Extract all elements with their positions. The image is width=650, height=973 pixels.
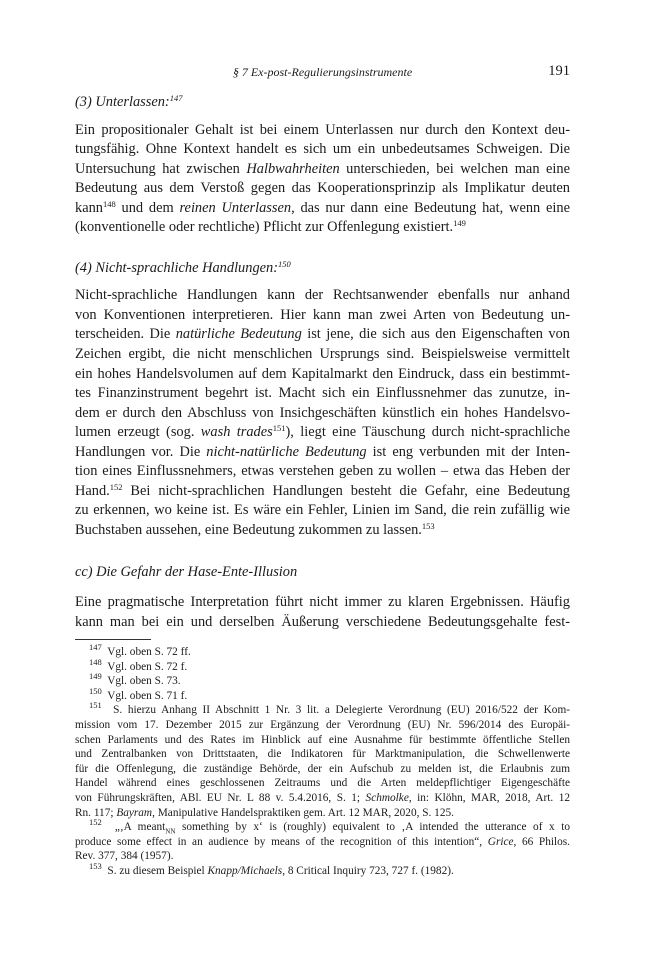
footnote-152: $^{152}$ „‚A meant$_{NN}$ something by x‘ is (roughly) equivalent to ‚A intended the utterance of x to produce some effect in an audience by means of the recognition of this intention“, Grice, 66 Philos. Rev. 377, 384 (1957). [75, 817, 570, 863]
heading-hase-ente-illusion: cc) Die Gefahr der Hase-Ente-Illusion [75, 564, 298, 581]
text-line: von Konventionen interpretieren. Hier kann man zwei Arten von Bedeutung un- [75, 306, 570, 323]
footnote-ref: 153 [421, 520, 435, 531]
heading-nicht-sprachliche-handlungen: (4) Nicht-sprachliche Handlungen:$^{150}$ [75, 258, 291, 276]
footnote-153: $^{153}$ S. zu diesem Beispiel Knapp/Michaels, 8 Critical Inquiry 723, 727 f. (1982). [89, 860, 454, 877]
paragraph-nicht-sprachliche-handlungen [75, 286, 570, 540]
text-line: kann$^{148}$ und dem reinen Unterlassen, das nur dann eine Bedeutung hat, wenn eine [75, 198, 570, 216]
text-line: Untersuchung hat zwischen Halbwahrheiten unterschieden, bei welchen man eine [75, 160, 570, 177]
text-line: (konventionelle oder rechtliche) Pflicht zur Offenlegung existiert.$^{149}$ [75, 218, 466, 236]
main-text [75, 93, 570, 632]
text-line: kann man bei ein und derselben Äußerung verschiedene Bedeutungsgehalte fest- [75, 613, 570, 630]
footnotes [75, 642, 570, 879]
footnote-ref: 147 [169, 93, 183, 103]
text-line: Zeichen ergibt, die nicht menschlichen Ursprungs sind. Beispielsweise vermittelt [75, 346, 570, 363]
text-line: ein hohes Handelsvolumen auf dem Kapitalmarkt den Eindruck, dass ein bestimmt- [75, 365, 570, 382]
text-line: zu erkennen, wo keine ist. Es wäre ein Fehler, Linien im Sand, die rein zufällig wie [75, 502, 570, 519]
text-line: tion eines Einflussnehmers, etwas verstehen geben zu wollen – etwa das Heben der [75, 463, 570, 480]
footnote-ref: 148 [102, 198, 116, 209]
text-line: Hand.$^{152}$ Bei nicht-sprachlichen Handlungen besteht die Gefahr, eine Bedeutung [75, 481, 570, 499]
text-line: Eine pragmatische Interpretation führt nicht immer zu klaren Ergebnissen. Häufig [75, 594, 570, 611]
text-line: Nicht-sprachliche Handlungen kann der Rechtsanwender ebenfalls nur anhand [75, 287, 570, 304]
paragraph-hase-ente-illusion [75, 593, 570, 632]
text-line: Bedeutung aus dem Verstoß gegen das Kooperationsprinzip als Implikatur deuten [75, 180, 570, 197]
text-line: Buchstaben aussehen, eine Bedeutung zukommen zu lassen.$^{153}$ [75, 520, 435, 538]
text-line: lumen erzeugt (sog. wash trades$^{151}$), liegt eine Täuschung durch nicht-sprachliche [75, 423, 570, 441]
text-line: Ein propositionaler Gehalt ist bei einem Unterlassen nur durch den Kontext deu- [75, 121, 570, 138]
footnote-151: $^{151}$ S. hierzu Anhang II Abschnitt 1 Nr. 3 lit. a Delegierte Verordnung (EU) 2016/522 der Kom- mission vom 17. Dezember 2015 zur Ergänzung der Verordnung (EU) Nr. 596/2014 des Europäi- schen Parlaments und des Rates im Hinblick auf eine Ausnahme für bestimmte öffentliche Stellen und Zentralbanken von Drittstaaten, die Indikatoren für Marktmanipulation, die Schwellenwerte für die Offenlegung, die zuständige Behörde, der ein Aufschub zu melden ist, die Erlaubnis zum Handel während eines geschlossenen Zeitraums und die Arten meldepflichtiger Eigengeschäfte von Führungskräften, ABl. EU Nr. L 88 v. 5.4.2016, S. 1; Schmolke, in: Klöhn, MAR, 2018, Art. 12 Rn. 117; Bayram, Manipulative Handelspraktiken gem. Art. 12 MAR, 2020, S. 125. [75, 700, 570, 819]
footnote-147: $^{147}$ Vgl. oben S. 72 ff. [89, 642, 191, 658]
footnote-149: $^{149}$ Vgl. oben S. 73. [89, 671, 181, 688]
footnote-ref: 150 [278, 258, 291, 269]
footnote-divider [75, 639, 151, 640]
text-line: tes Finanzinstrument begehrt ist. Macht sich ein Einflussnehmer das zunutze, in- [75, 385, 570, 402]
footnote-148: $^{148}$ Vgl. oben S. 72 f. [89, 656, 188, 673]
running-title: § 7 Ex-post-Regulierungsinstrumente [232, 65, 413, 79]
page-number: 191 [548, 63, 570, 79]
footnote-ref: 152 [109, 481, 123, 492]
page-header [75, 63, 570, 81]
text-line: dem er durch den Abschluss von Insichgeschäften künstlich ein hohes Handelsvo- [75, 404, 570, 421]
paragraph-unterlassen [75, 121, 570, 238]
text-line: Handlungen vor. Die nicht-natürliche Bedeutung ist eng verbunden mit der Inten- [75, 443, 570, 460]
footnote-ref: 151 [272, 423, 286, 434]
heading-unterlassen: (3) Unterlassen:$^{147}$ [75, 93, 183, 110]
text-line: tungsfähig. Ohne Kontext handelt es sich um ein unbedeutsames Schweigen. Die [75, 141, 570, 158]
text-line: terscheiden. Die natürliche Bedeutung ist jene, die sich aus den Eigenschaften von [75, 326, 570, 343]
footnote-150: $^{150}$ Vgl. oben S. 71 f. [89, 685, 188, 702]
footnote-ref: 149 [453, 218, 466, 229]
